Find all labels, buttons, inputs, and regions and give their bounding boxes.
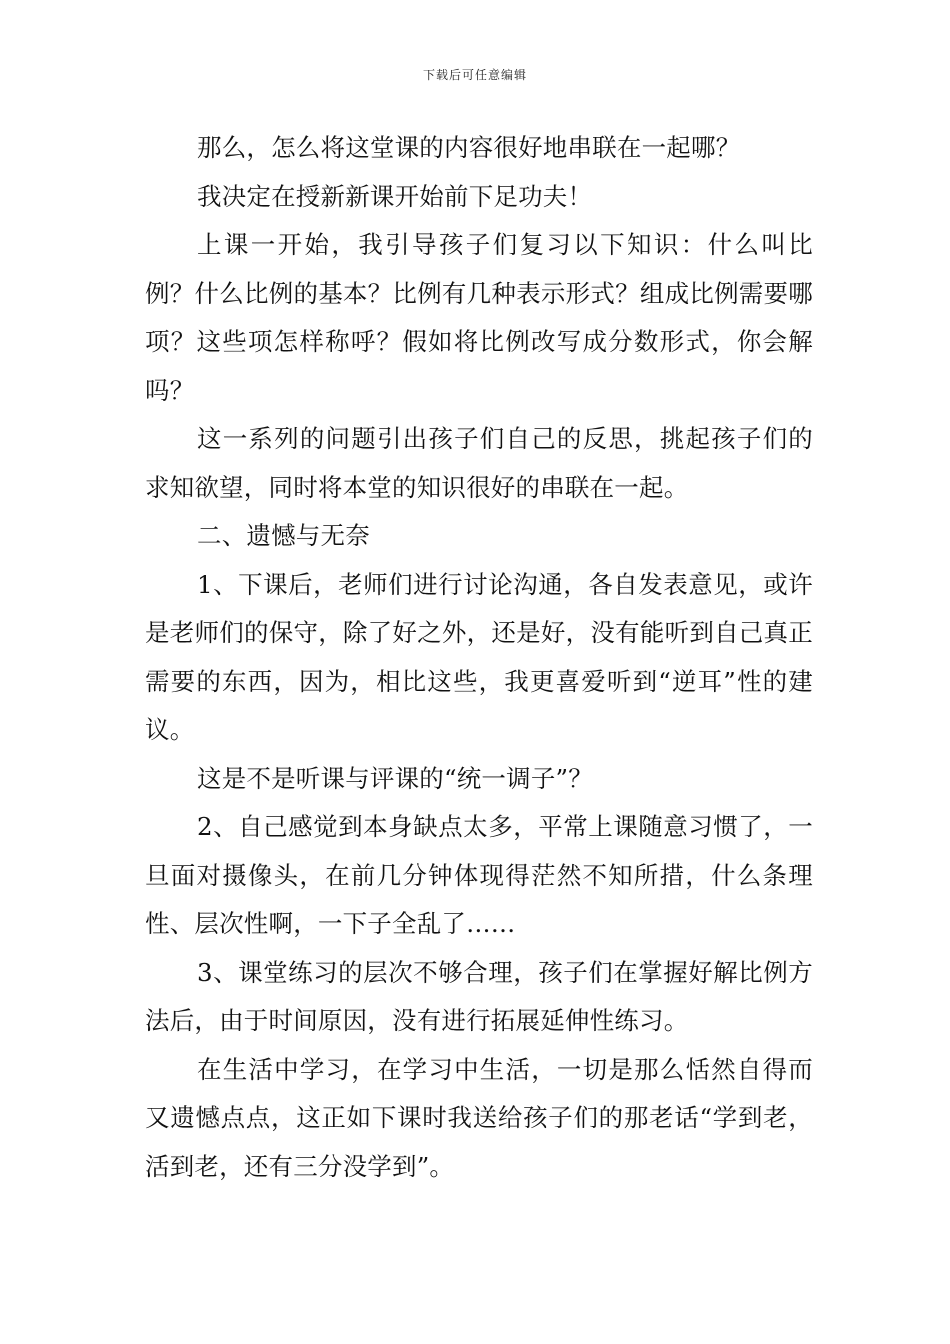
header-note: 下载后可任意编辑	[422, 68, 527, 82]
paragraph: 1、下课后，老师们进行讨论沟通，各自发表意见，或许是老师们的保守，除了好之外，还是好，没有能听到自己真正需要的东西，因为，相比这些，我更喜爱听到“逆耳”性的建议。	[145, 569, 813, 744]
paragraph: 这一系列的问题引出孩子们自己的反思，挑起孩子们的求知欲望，同时将本堂的知识很好的串联在一起。	[145, 424, 813, 502]
section-heading: 二、遗憾与无奈	[197, 521, 370, 550]
paragraph: 上课一开始，我引导孩子们复习以下知识：什么叫比例？什么比例的基本？比例有几种表示形式？组成比例需要哪项？这些项怎样称呼？假如将比例改写成分数形式，你会解吗？	[145, 230, 813, 405]
paragraph: 我决定在授新新课开始前下足功夫！	[197, 181, 593, 211]
paragraph: 那么，怎么将这堂课的内容很好地串联在一起哪？	[197, 133, 741, 162]
paragraph: 在生活中学习，在学习中生活，一切是那么恬然自得而又遗憾点点，这正如下课时我送给孩子们的那老话“学到老，活到老，还有三分没学到”。	[145, 1054, 813, 1181]
paragraph: 这是不是听课与评课的“统一调子”？	[197, 763, 593, 793]
paragraph: 2、自己感觉到本身缺点太多，平常上课随意习惯了，一旦面对摄像头，在前几分钟体现得茫然不知所措，什么条理性、层次性啊，一下子全乱了……	[145, 812, 813, 938]
document-body	[145, 124, 813, 1191]
paragraph: 3、课堂练习的层次不够合理，孩子们在掌握好解比例方法后，由于时间原因，没有进行拓展延伸性练习。	[145, 957, 813, 1035]
